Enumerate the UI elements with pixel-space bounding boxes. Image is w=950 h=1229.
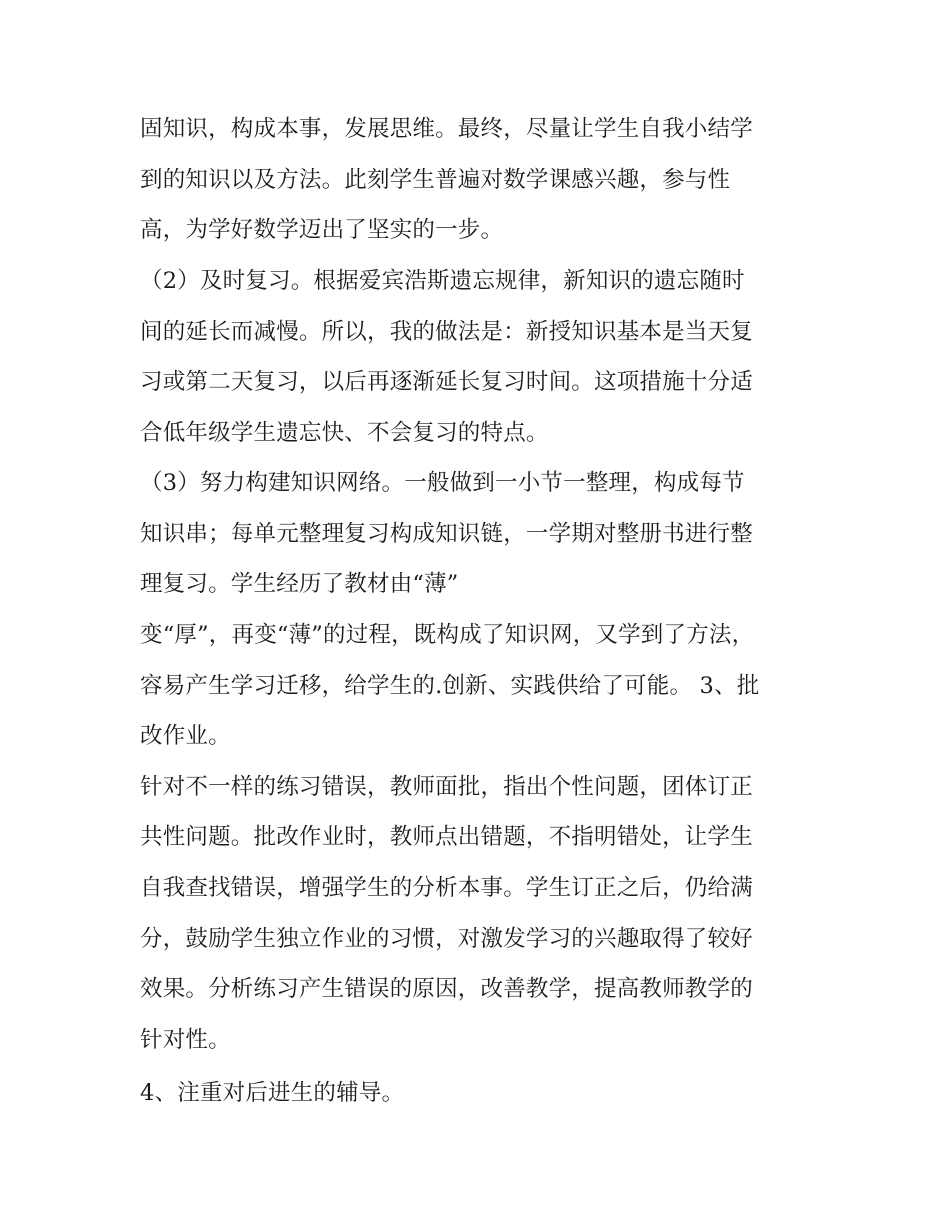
text-line: 分，鼓励学生独立作业的习惯，对激发学习的兴趣取得了较好 xyxy=(140,926,753,952)
text-line: 共性问题。批改作业时，教师点出错题，不指明错处，让学生 xyxy=(140,824,753,850)
text-line: 理复习。学生经历了教材由“薄” xyxy=(140,571,459,597)
text-line: 间的延长而减慢。所以，我的做法是：新授知识基本是当天复 xyxy=(140,319,753,345)
text-line: 针对性。 xyxy=(140,1027,231,1053)
text-line: 针对不一样的练习错误，教师面批，指出个性问题，团体订正 xyxy=(140,774,753,800)
text-line: （2）及时复习。根据爱宾浩斯遗忘规律，新知识的遗忘随时 xyxy=(140,268,745,294)
text-line: 效果。分析练习产生错误的原因，改善教学，提高教师教学的 xyxy=(140,976,753,1002)
text-line: 4、注重对后进生的辅导。 xyxy=(140,1080,405,1106)
text-line: 自我查找错误，增强学生的分析本事。学生订正之后，仍给满 xyxy=(140,875,753,901)
text-line: 固知识，构成本事，发展思维。最终，尽量让学生自我小结学 xyxy=(140,116,753,142)
text-line: 习或第二天复习，以后再逐渐延长复习时间。这项措施十分适 xyxy=(140,369,753,395)
text-line: 高，为学好数学迈出了坚实的一步。 xyxy=(140,217,504,243)
text-line: 变“厚”，再变“薄”的过程，既构成了知识网，又学到了方法， xyxy=(140,622,755,648)
text-line: 容易产生学习迁移，给学生的.创新、实践供给了可能。 3、批 xyxy=(140,673,760,699)
text-line: 到的知识以及方法。此刻学生普遍对数学课感兴趣，参与性 xyxy=(140,167,731,193)
text-line: 合低年级学生遗忘快、不会复习的特点。 xyxy=(140,420,549,446)
text-line: （3）努力构建知识网络。一般做到一小节一整理，构成每节 xyxy=(140,470,745,496)
text-line: 知识串；每单元整理复习构成知识链，一学期对整册书进行整 xyxy=(140,521,753,547)
text-line: 改作业。 xyxy=(140,723,231,749)
